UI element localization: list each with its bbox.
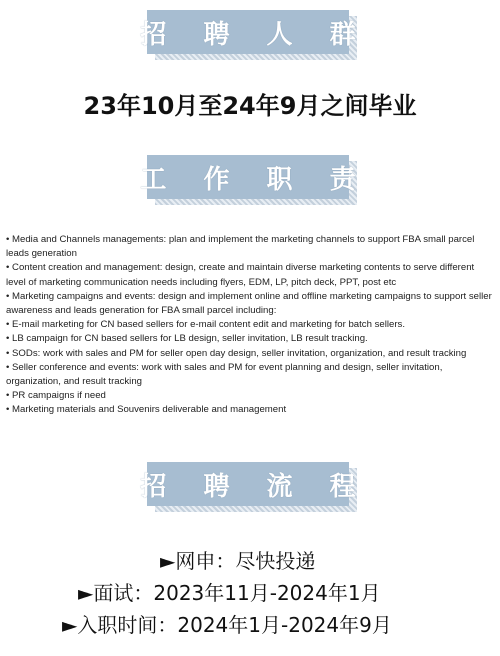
list-item: • LB campaign for CN based sellers for LB design, seller invitation, LB result tracking. (6, 333, 368, 345)
process-step-onboarding: ►入职时间：2024年1月-2024年9月 (62, 613, 392, 637)
process-step-apply: ►网申：尽快投递 (160, 549, 316, 573)
section-title-duties: 工 作 职 责 (140, 164, 370, 195)
list-item: • Marketing campaigns and events: design and implement online and offline marketing campaigns to support seller awareness and leads generation for FBA small parcel including: (6, 290, 492, 317)
list-item: • E-mail marketing for CN based sellers for e-mail content edit and marketing for batch sellers. (6, 319, 405, 331)
section-banner-audience (140, 10, 370, 60)
graduation-period-headline: 23年10月至24年9月之间毕业 (83, 92, 417, 120)
section-title-audience: 招 聘 人 群 (140, 19, 370, 50)
banner-box (140, 462, 370, 506)
recruitment-process (0, 545, 500, 641)
list-item: • Media and Channels managements: plan and implement the marketing channels to support FBA small parcel leads generation (6, 234, 475, 260)
process-step-interview: ►面试：2023年11月-2024年1月 (78, 581, 381, 605)
section-banner-duties (140, 155, 370, 205)
section-banner-process (140, 462, 370, 512)
banner-box (140, 10, 370, 54)
duties-list (6, 233, 496, 418)
list-item: • SODs: work with sales and PM for seller open day design, seller invitation, organization, and result tracking (6, 347, 467, 359)
list-item: • Seller conference and events: work with sales and PM for event planning and design, seller invitation, organization, and result tracking (6, 361, 443, 388)
banner-box (140, 155, 370, 199)
list-item: • Content creation and management: design, create and maintain diverse marketing contents to serve different level of marketing communication needs including flyers, EDM, LP, pitch deck, PPT, post etc (6, 262, 475, 288)
section-title-process: 招 聘 流 程 (140, 471, 370, 502)
list-item: • Marketing materials and Souvenirs deliverable and management (6, 404, 287, 416)
list-item: • PR campaigns if need (6, 390, 106, 402)
